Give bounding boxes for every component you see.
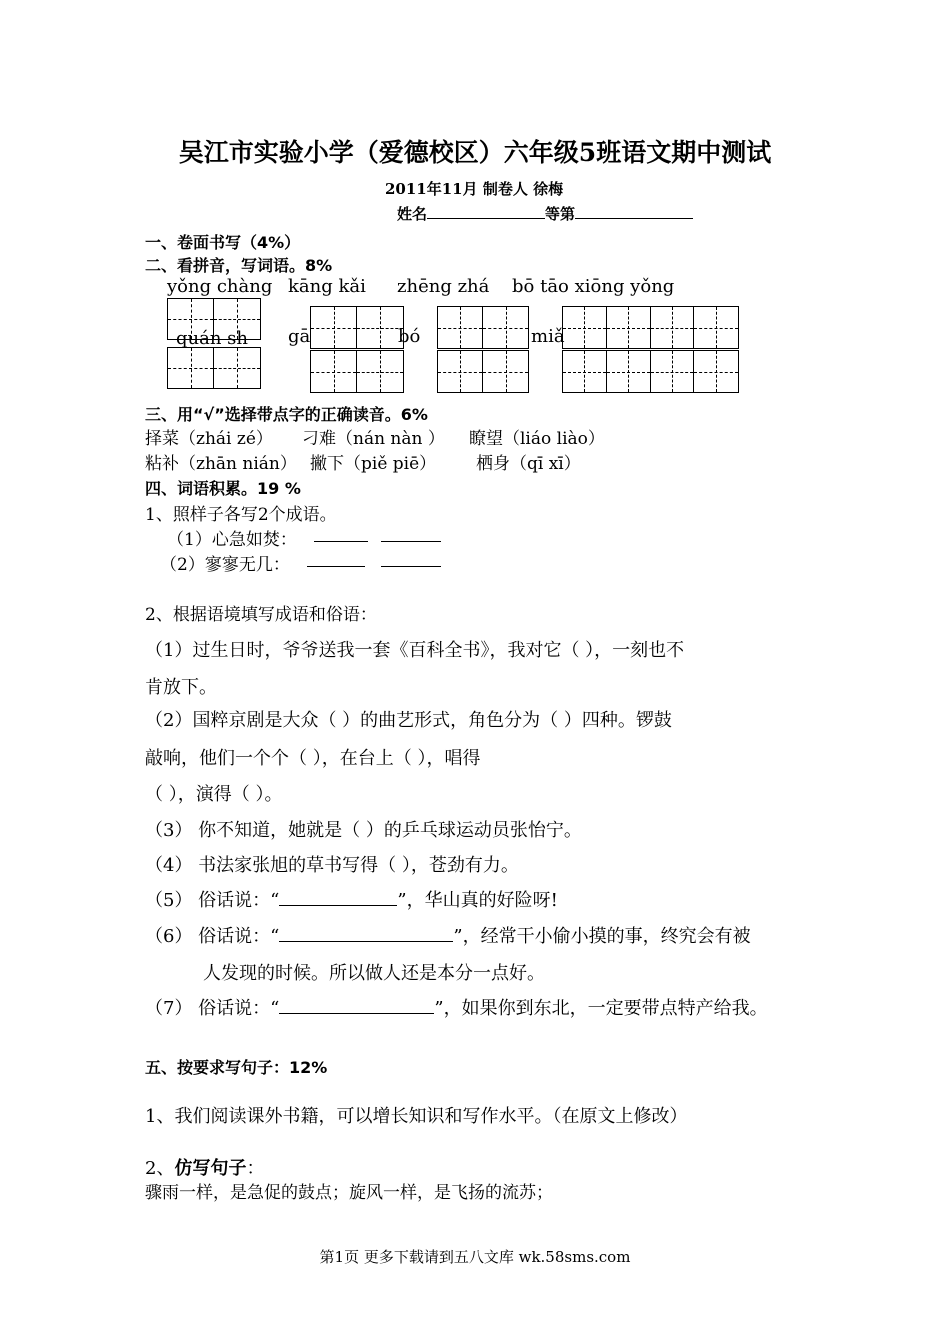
page-footer: 第1页 更多下载请到五八文库 wk.58sms.com — [319, 1248, 631, 1266]
context-line-2: 肯放下。 — [145, 677, 217, 698]
context-line-5: （ ），演得（ ）。 — [145, 784, 283, 805]
reading-item-6: 栖身（qī xī） — [476, 454, 581, 474]
proverb-line-6-cont: 人发现的时候。所以做人还是本分一点好。 — [203, 963, 545, 984]
pinyin-5: quán sh — [176, 328, 248, 349]
q4-2-prompt: 2、根据语境填写成语和俗语： — [145, 605, 377, 625]
reading-item-5: 撇下（piě piē） — [310, 454, 437, 474]
writing-grid[interactable] — [167, 298, 261, 340]
writing-grid[interactable] — [167, 347, 261, 389]
pinyin-2: kāng kǎi — [288, 276, 366, 297]
section-1-heading: 一、卷面书写（4%） — [145, 233, 301, 252]
q5-1: 1、我们阅读课外书籍，可以增长知识和写作水平。（在原文上修改） — [145, 1106, 688, 1127]
section-4-heading: 四、词语积累。19 % — [145, 479, 301, 498]
proverb-blank[interactable] — [279, 927, 453, 942]
name-grade-line — [397, 203, 693, 224]
reading-item-1: 择菜（zhái zé） — [145, 429, 273, 449]
context-line-1: （1）过生日时，爷爷送我一套《百科全书》，我对它（ ），一刻也不 — [145, 640, 685, 661]
reading-item-3: 瞭望（liáo liào） — [469, 429, 605, 449]
context-line-7: （4） 书法家张旭的草书写得（ ），苍劲有力。 — [145, 855, 519, 876]
writing-grid[interactable] — [562, 350, 739, 393]
q4-1-prompt: 1、照样子各写2个成语。 — [145, 505, 337, 525]
proverb-blank[interactable] — [279, 999, 434, 1014]
proverb-line-6: （6） 俗话说：“ ”，经常干小偷小摸的事，终究会有被 — [145, 926, 751, 947]
pinyin-4: bō tāo xiōng yǒng — [512, 276, 675, 297]
pinyin-8: miǎ — [531, 326, 565, 347]
context-line-3: （2）国粹京剧是大众（ ）的曲艺形式，角色分为（ ）四种。锣鼓 — [145, 710, 672, 731]
writing-grid[interactable] — [437, 306, 529, 349]
context-line-4: 敲响，他们一个个（ ），在台上（ ），唱得 — [145, 748, 481, 769]
grade-label: 等第 — [545, 205, 576, 223]
reading-item-2: 刁难（nán nàn ） — [302, 429, 445, 449]
pinyin-6: gā — [288, 326, 311, 347]
answer-blank[interactable] — [314, 527, 368, 542]
grade-field[interactable] — [575, 204, 693, 219]
section-3-heading: 三、用“√”选择带点字的正确读音。6% — [145, 405, 428, 424]
proverb-line-7: （7） 俗话说：“ ”，如果你到东北，一定要带点特产给我。 — [145, 998, 768, 1019]
section-5-heading: 五、按要求写句子：12% — [145, 1058, 328, 1077]
q5-2-sample: 骤雨一样，是急促的鼓点；旋风一样，是飞扬的流苏； — [145, 1183, 553, 1203]
proverb-blank[interactable] — [279, 891, 397, 906]
answer-blank[interactable] — [381, 552, 441, 567]
answer-blank[interactable] — [307, 552, 365, 567]
writing-grid[interactable] — [437, 350, 529, 393]
pinyin-7: bó — [398, 326, 421, 347]
idiom-example-2: （2）寥寥无几： — [160, 555, 290, 575]
name-field[interactable] — [427, 204, 545, 219]
section-2-heading: 二、看拼音，写词语。8% — [145, 256, 333, 275]
page-title: 吴江市实验小学（爱德校区）六年级5班语文期中测试 — [178, 138, 772, 167]
answer-blank[interactable] — [381, 527, 441, 542]
context-line-6: （3） 你不知道，她就是（ ）的乒乓球运动员张怡宁。 — [145, 820, 582, 841]
date-maker: 2011年11月 制卷人 徐梅 — [385, 180, 564, 198]
proverb-line-5: （5） 俗话说：“ ”，华山真的好险呀! — [145, 890, 558, 911]
writing-grid[interactable] — [562, 306, 739, 349]
name-label: 姓名 — [397, 205, 428, 223]
writing-grid[interactable] — [310, 350, 404, 393]
pinyin-1: yǒng chàng — [167, 276, 273, 297]
writing-grid[interactable] — [310, 306, 404, 349]
reading-item-4: 粘补（zhān nián） — [145, 454, 297, 474]
pinyin-3: zhēng zhá — [397, 276, 490, 297]
idiom-example-1: （1）心急如焚： — [167, 530, 297, 550]
q5-2-label: 2、仿写句子： — [145, 1158, 265, 1179]
